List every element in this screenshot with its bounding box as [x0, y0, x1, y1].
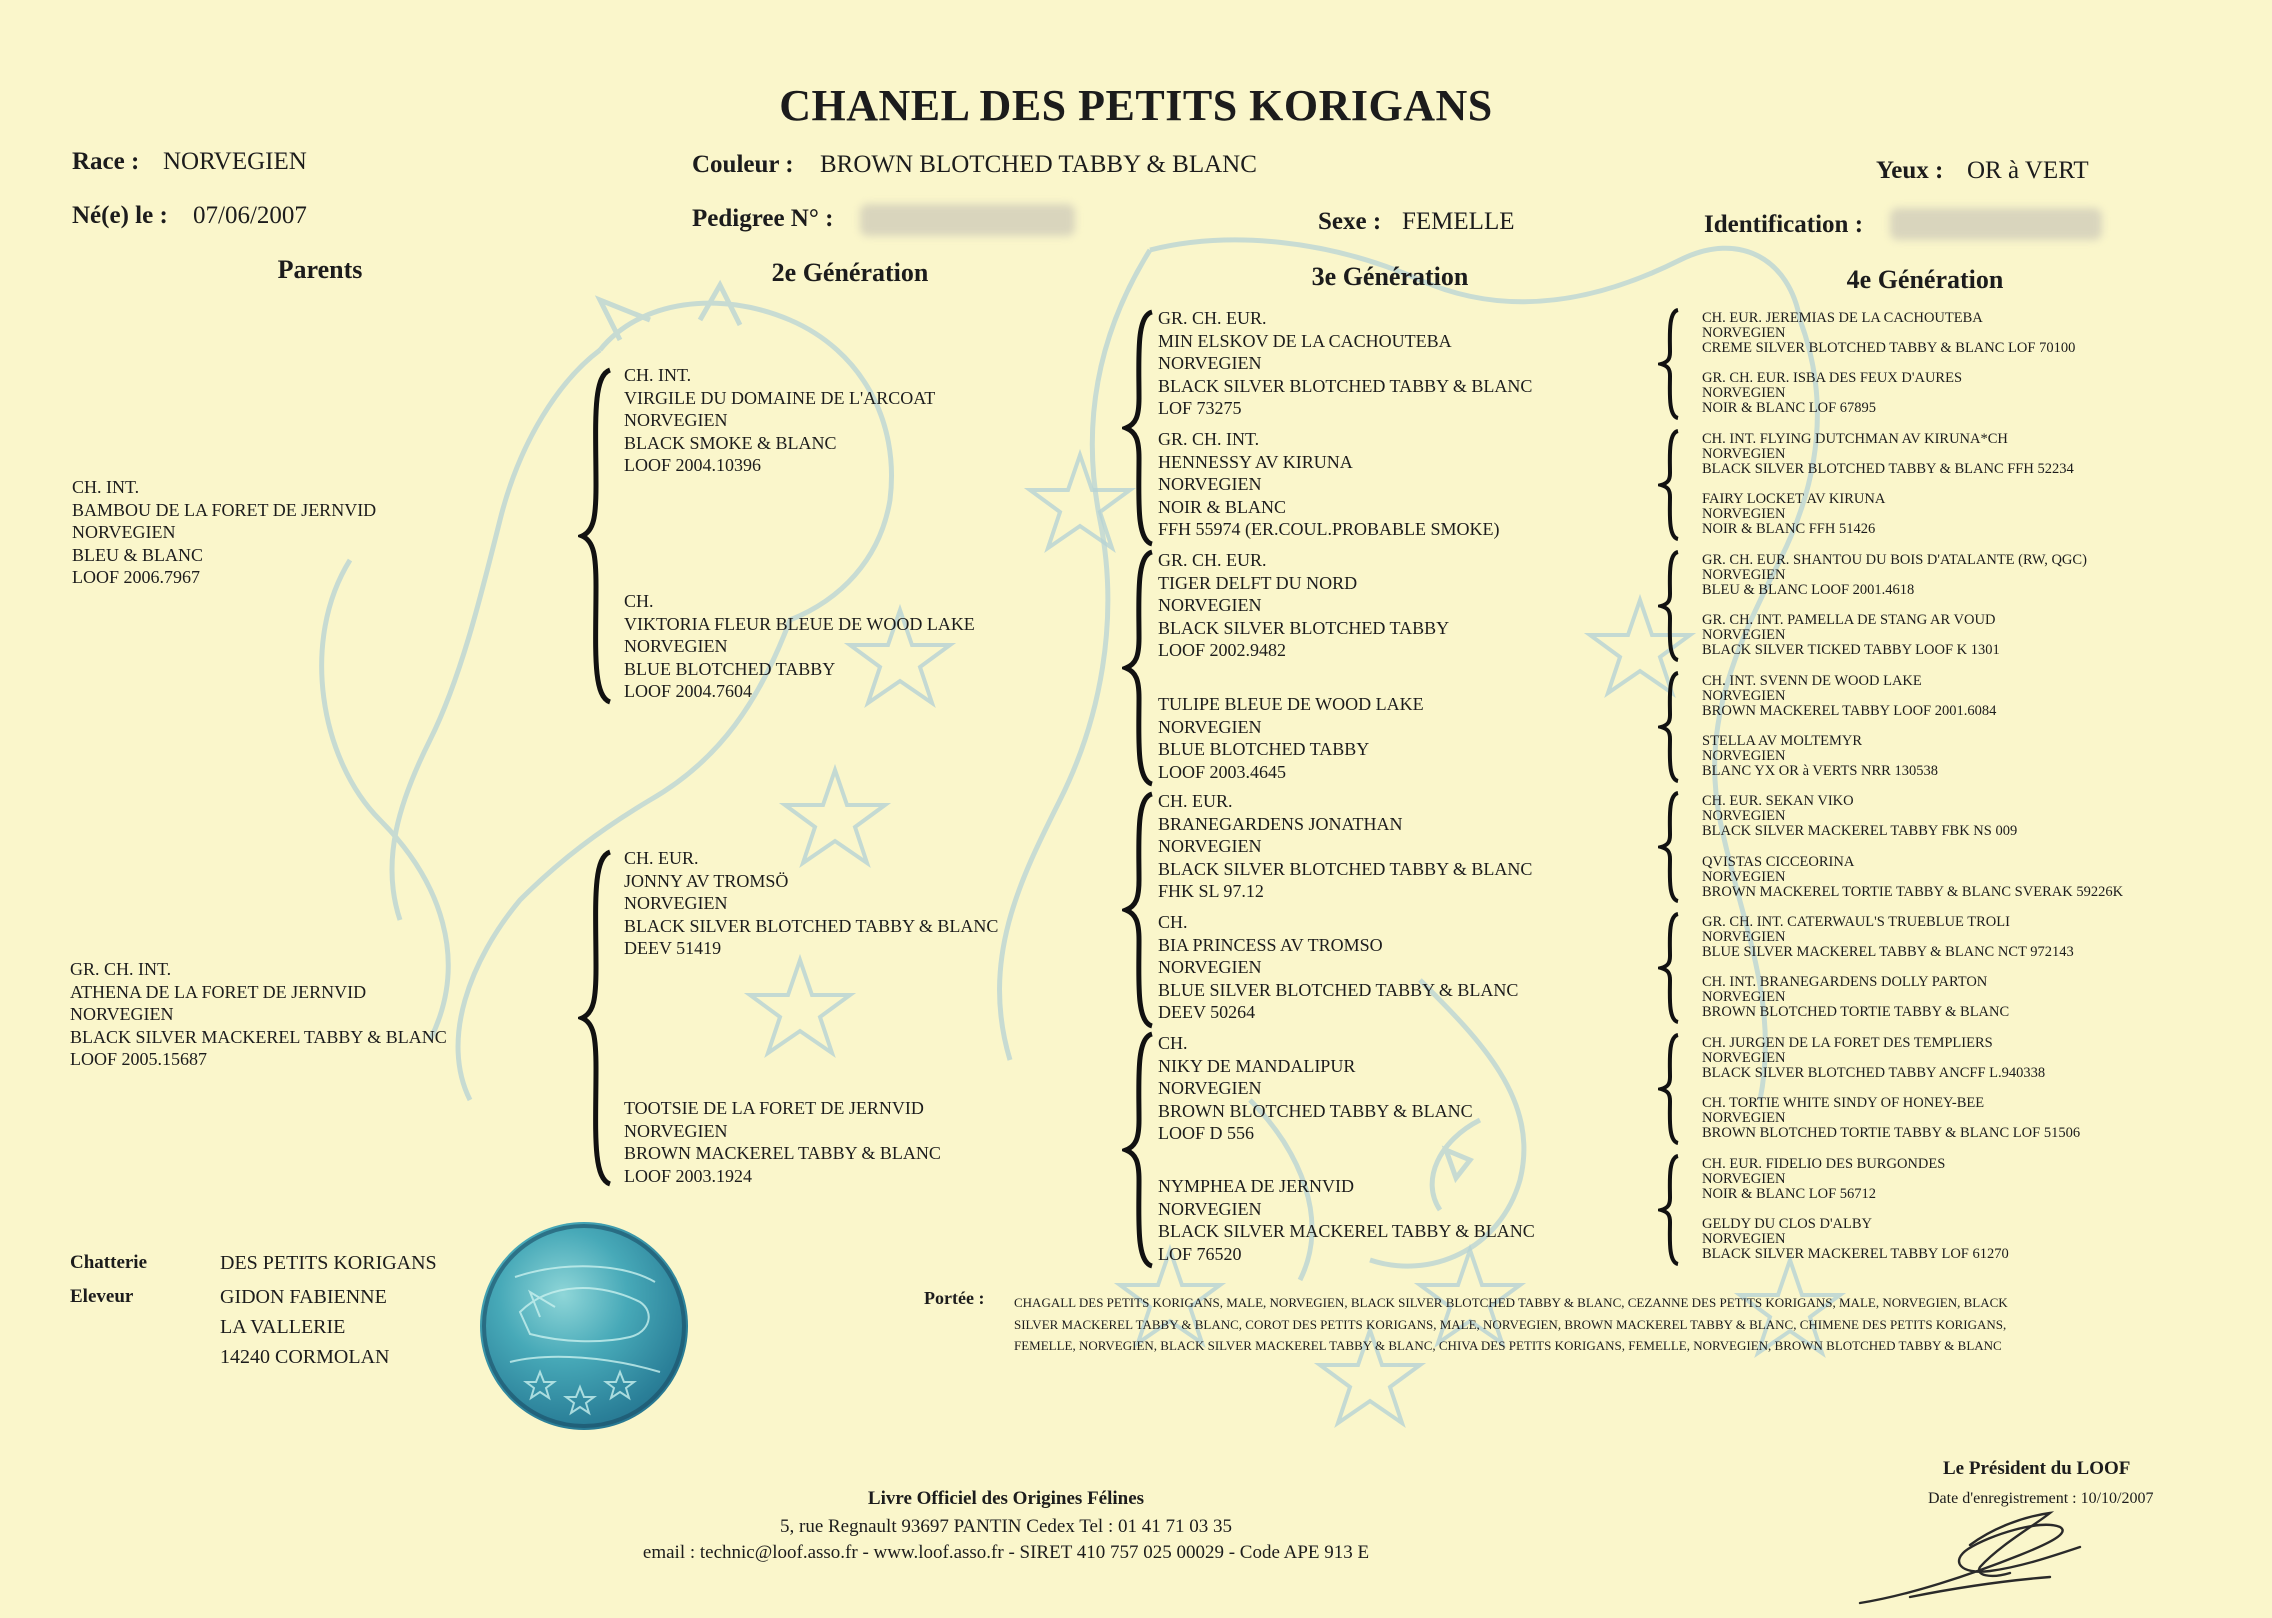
footer-contact: email : technic@loof.asso.fr - www.loof.asso.fr - SIRET 410 757 025 00029 - Code APE 913 E [642, 1542, 1370, 1563]
registration-date: Date d'enregistrement : 10/10/2007 [1928, 1490, 2154, 1507]
brace-gen4-7 [1658, 1032, 1682, 1146]
gen4-cat-13: CH. JURGEN DE LA FORET DES TEMPLIERS NORVEGIEN BLACK SILVER BLOTCHED TABBY ANCFF L.940338 [1702, 1035, 2046, 1081]
gen4-cat-9: CH. EUR. SEKAN VIKO NORVEGIEN BLACK SILVER MACKEREL TABBY FBK NS 009 [1702, 793, 2018, 839]
hologram-seal-icon [480, 1222, 688, 1430]
gen3-heading: 3e Génération [1311, 262, 1469, 291]
gen2-heading: 2e Génération [771, 258, 929, 287]
gen3-cat-5: CH. EUR. BRANEGARDENS JONATHAN NORVEGIEN BLACK SILVER BLOTCHED TABBY & BLANC FHK SL 97.12 [1158, 791, 1533, 901]
gen4-cat-16: GELDY DU CLOS D'ALBY NORVEGIEN BLACK SILVER MACKEREL TABBY LOF 61270 [1702, 1216, 2009, 1262]
brace-gen2-bottom [578, 848, 618, 1188]
brace-gen3-4 [1122, 1030, 1158, 1270]
portee-label: Portée : [924, 1288, 985, 1308]
chatterie-value: DES PETITS KORIGANS [220, 1252, 437, 1274]
gen4-cat-10: QVISTAS CICCEORINA NORVEGIEN BROWN MACKEREL TORTIE TABBY & BLANC SVERAK 59226K [1702, 854, 2124, 900]
gen4-cat-12: CH. INT. BRANEGARDENS DOLLY PARTON NORVEGIEN BROWN BLOTCHED TORTIE TABBY & BLANC [1702, 974, 2010, 1020]
gen2-cat-1: CH. INT. VIRGILE DU DOMAINE DE L'ARCOAT NORVEGIEN BLACK SMOKE & BLANC LOOF 2004.10396 [624, 365, 936, 475]
gen4-cat-2: GR. CH. EUR. ISBA DES FEUX D'AURES NORVEGIEN NOIR & BLANC LOF 67895 [1702, 370, 1963, 416]
identification-label: Identification : [1704, 211, 1864, 238]
parent-dam: GR. CH. INT. ATHENA DE LA FORET DE JERNVID NORVEGIEN BLACK SILVER MACKEREL TABBY & BLANC LOOF 2005.15687 [70, 959, 447, 1069]
gen3-cat-3: GR. CH. EUR. TIGER DELFT DU NORD NORVEGIEN BLACK SILVER BLOTCHED TABBY LOOF 2002.9482 [1158, 550, 1450, 660]
eleveur-address-line1: LA VALLERIE [220, 1316, 346, 1338]
gen4-cat-15: CH. EUR. FIDELIO DES BURGONDES NORVEGIEN NOIR & BLANC LOF 56712 [1702, 1156, 1946, 1202]
gen3-cat-8: NYMPHEA DE JERNVID NORVEGIEN BLACK SILVER MACKEREL TABBY & BLANC LOF 76520 [1158, 1176, 1535, 1264]
footer-org: Livre Officiel des Origines Félines [867, 1488, 1145, 1509]
gen3-cat-2: GR. CH. INT. HENNESSY AV KIRUNA NORVEGIEN NOIR & BLANC FFH 55974 (ER.COUL.PROBABLE SMOKE) [1158, 429, 1500, 539]
brace-gen4-8 [1658, 1153, 1682, 1267]
eleveur-name: GIDON FABIENNE [220, 1286, 387, 1308]
brace-gen4-6 [1658, 911, 1682, 1025]
parent-sire: CH. INT. BAMBOU DE LA FORET DE JERNVID NORVEGIEN BLEU & BLANC LOOF 2006.7967 [72, 477, 377, 587]
pedigree-label: Pedigree N° : [692, 205, 834, 232]
eleveur-block [220, 1282, 389, 1372]
gen3-cat-7: CH. NIKY DE MANDALIPUR NORVEGIEN BROWN BLOTCHED TABBY & BLANC LOOF D 556 [1158, 1033, 1473, 1143]
brace-gen3-2 [1122, 548, 1158, 788]
gen3-cat-1: GR. CH. EUR. MIN ELSKOV DE LA CACHOUTEBA NORVEGIEN BLACK SILVER BLOTCHED TABBY & BLANC LOF 73275 [1158, 308, 1533, 418]
footer-address: 5, rue Regnault 93697 PANTIN Cedex Tel : 01 41 71 03 35 [780, 1516, 1232, 1537]
chatterie-label: Chatterie [70, 1252, 148, 1273]
race-label: Race : [72, 148, 140, 175]
gen4-cat-8: STELLA AV MOLTEMYR NORVEGIEN BLANC YX OR à VERTS NRR 130538 [1702, 733, 1938, 779]
gen2-cat-3: CH. EUR. JONNY AV TROMSÖ NORVEGIEN BLACK SILVER BLOTCHED TABBY & BLANC DEEV 51419 [624, 848, 999, 958]
gen4-cat-14: CH. TORTIE WHITE SINDY OF HONEY-BEE NORVEGIEN BROWN BLOTCHED TORTIE TABBY & BLANC LOF 51506 [1702, 1095, 2081, 1141]
yeux-label: Yeux : [1876, 157, 1944, 184]
gen4-cat-1: CH. EUR. JEREMIAS DE LA CACHOUTEBA NORVEGIEN CREME SILVER BLOTCHED TABBY & BLANC LOF 70100 [1702, 310, 2076, 356]
gen3-cat-6: CH. BIA PRINCESS AV TROMSO NORVEGIEN BLUE SILVER BLOTCHED TABBY & BLANC DEEV 50264 [1158, 912, 1519, 1022]
brace-gen3-3 [1122, 790, 1158, 1030]
eleveur-label: Eleveur [70, 1286, 134, 1307]
sexe-value: FEMELLE [1402, 208, 1515, 235]
brace-gen4-4 [1658, 670, 1682, 784]
couleur-label: Couleur : [692, 151, 794, 178]
redacted-pedigree-number [860, 204, 1075, 236]
brace-gen4-3 [1658, 549, 1682, 663]
eleveur-address-line2: 14240 CORMOLAN [220, 1346, 390, 1368]
birth-date-label: Né(e) le : [72, 202, 168, 229]
president-title: Le Président du LOOF [1943, 1458, 2131, 1479]
brace-gen3-1 [1122, 308, 1158, 548]
yeux-value: OR à VERT [1967, 157, 2089, 184]
gen3-cat-4: TULIPE BLEUE DE WOOD LAKE NORVEGIEN BLUE BLOTCHED TABBY LOOF 2003.4645 [1158, 694, 1424, 782]
gen4-cat-5: GR. CH. EUR. SHANTOU DU BOIS D'ATALANTE (RW, QGC) NORVEGIEN BLEU & BLANC LOOF 2001.4618 [1702, 552, 2087, 598]
gen4-cat-4: FAIRY LOCKET AV KIRUNA NORVEGIEN NOIR & BLANC FFH 51426 [1702, 491, 1886, 537]
portee-text: CHAGALL DES PETITS KORIGANS, MALE, NORVEGIEN, BLACK SILVER BLOTCHED TABBY & BLANC, CEZANNE DES PETITS KORIGANS, MALE, NORVEGIEN, BLACK SILVER MACKEREL TABBY & BLANC, COROT DES PETITS KORIGANS, MALE, NORVEGIEN, BROWN MACKEREL TABBY & BLANC, CHIMENE DES PETITS KORIGANS, FEMELLE, NORVEGIEN, BLACK SILVER MACKEREL TABBY & BLANC, CHIVA DES PETITS KORIGANS, FEMELLE, NORVEGIEN, BROWN BLOTCHED TABBY & BLANC [1014, 1295, 2008, 1353]
race-value: NORVEGIEN [163, 148, 307, 175]
sexe-label: Sexe : [1318, 208, 1382, 235]
cat-name-title: CHANEL DES PETITS KORIGANS [779, 81, 1493, 130]
brace-gen4-2 [1658, 428, 1682, 542]
gen2-cat-4: TOOTSIE DE LA FORET DE JERNVID NORVEGIEN BROWN MACKEREL TABBY & BLANC LOOF 2003.1924 [624, 1098, 941, 1186]
brace-gen2-top [578, 366, 618, 706]
gen4-cat-11: GR. CH. INT. CATERWAUL'S TRUEBLUE TROLI NORVEGIEN BLUE SILVER MACKEREL TABBY & BLANC NCT 972143 [1702, 914, 2074, 960]
parents-heading: Parents [277, 255, 363, 284]
gen4-cat-3: CH. INT. FLYING DUTCHMAN AV KIRUNA*CH NORVEGIEN BLACK SILVER BLOTCHED TABBY & BLANC FFH 52234 [1702, 431, 2074, 477]
gen2-cat-2: CH. VIKTORIA FLEUR BLEUE DE WOOD LAKE NORVEGIEN BLUE BLOTCHED TABBY LOOF 2004.7604 [624, 591, 975, 701]
gen4-cat-7: CH. INT. SVENN DE WOOD LAKE NORVEGIEN BROWN MACKEREL TABBY LOOF 2001.6084 [1702, 673, 1997, 719]
couleur-value: BROWN BLOTCHED TABBY & BLANC [820, 151, 1257, 178]
redacted-identification [1890, 208, 2102, 240]
brace-gen4-1 [1658, 307, 1682, 421]
birth-date-value: 07/06/2007 [193, 202, 307, 229]
gen4-heading: 4e Génération [1846, 265, 2004, 294]
gen4-cat-6: GR. CH. INT. PAMELLA DE STANG AR VOUD NORVEGIEN BLACK SILVER TICKED TABBY LOOF K 1301 [1702, 612, 2000, 658]
brace-gen4-5 [1658, 790, 1682, 904]
